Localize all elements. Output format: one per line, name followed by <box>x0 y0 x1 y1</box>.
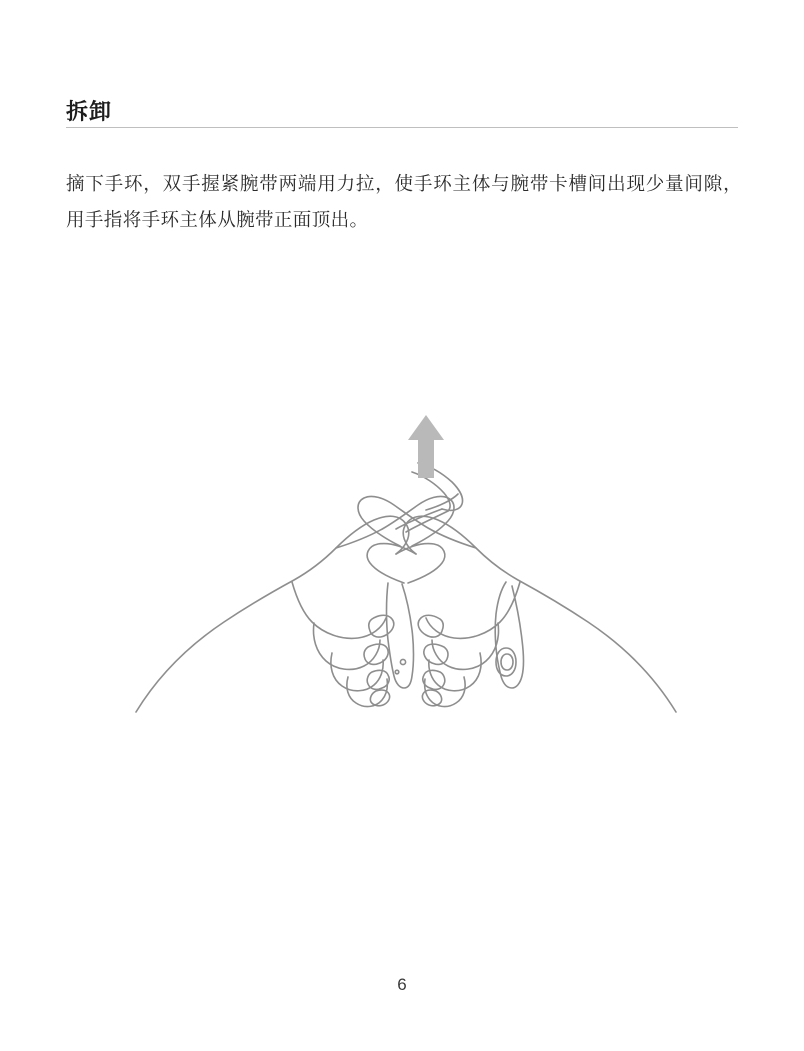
title-divider <box>66 127 738 128</box>
illustration-svg <box>96 400 716 740</box>
illustration-hands-removing-band <box>96 400 716 740</box>
page-number: 6 <box>397 975 407 994</box>
body-paragraph: 摘下手环，双手握紧腕带两端用力拉，使手环主体与腕带卡槽间出现少量间隙，用手指将手环主体从腕带正面顶出。 <box>66 172 742 230</box>
up-arrow-icon <box>408 415 444 478</box>
page-title: 拆卸 <box>66 98 113 124</box>
